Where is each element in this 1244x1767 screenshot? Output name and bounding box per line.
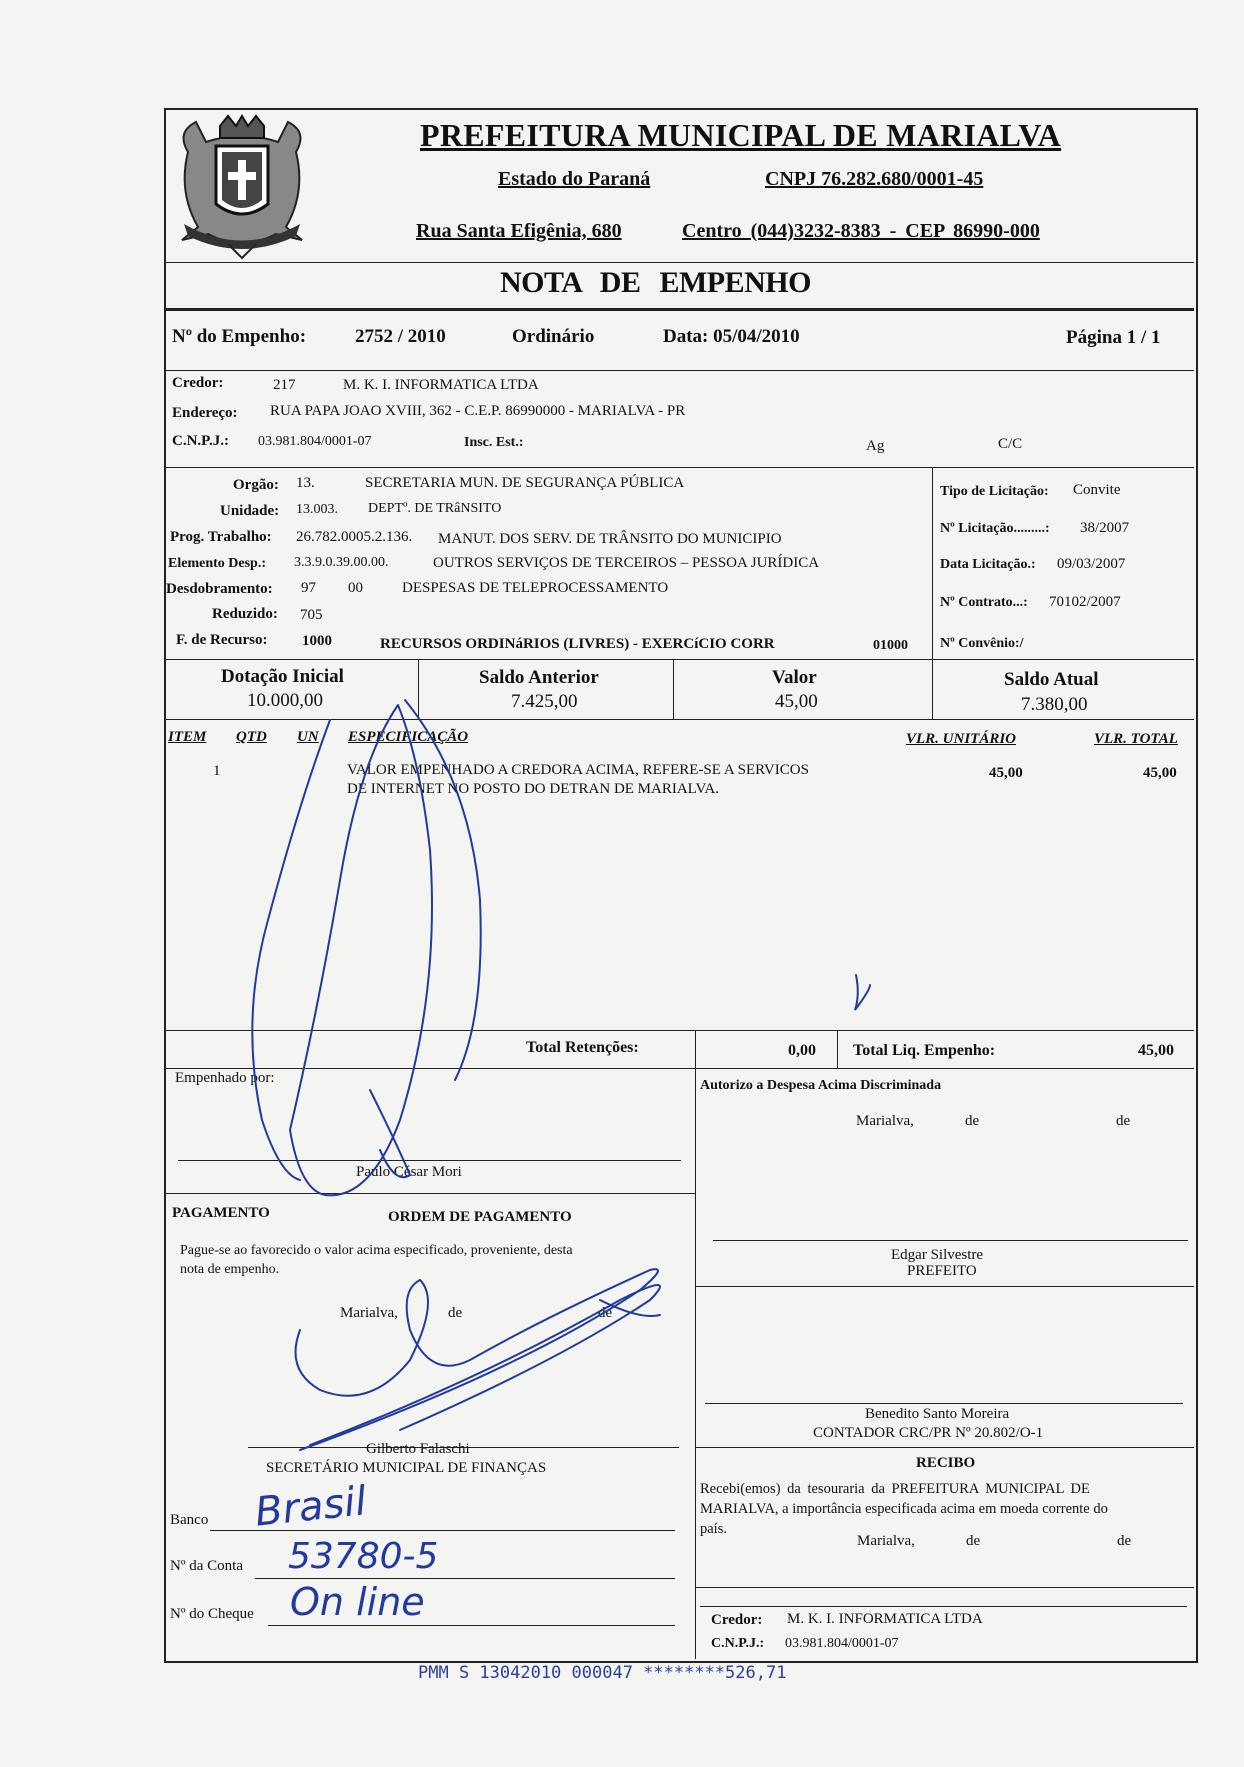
reduzido-label: Reduzido: bbox=[212, 606, 278, 622]
recibo-de-2: de bbox=[1117, 1533, 1132, 1549]
saldo-atual-value: 7.380,00 bbox=[1021, 694, 1088, 715]
total-retencoes-label: Total Retenções: bbox=[526, 1039, 639, 1056]
valor-value: 45,00 bbox=[775, 691, 818, 712]
recibo-city: Marialva, bbox=[857, 1533, 915, 1549]
saldo-atual-label: Saldo Atual bbox=[1004, 669, 1099, 690]
valor-label: Valor bbox=[772, 667, 817, 688]
endereco-label: Endereço: bbox=[172, 405, 238, 421]
table-row-item: 1 bbox=[213, 763, 221, 779]
orgao-label: Orgão: bbox=[233, 477, 279, 493]
divider bbox=[695, 1587, 1194, 1588]
total-liq-value: 45,00 bbox=[1138, 1042, 1174, 1059]
banco-label: Banco bbox=[170, 1512, 209, 1528]
recibo-text-2: MARIALVA, a importância especificada acima em moeda corrente do bbox=[700, 1501, 1108, 1517]
dotacao-value: 10.000,00 bbox=[247, 690, 323, 711]
credor-code: 217 bbox=[273, 377, 296, 393]
data-licitacao: 09/03/2007 bbox=[1057, 556, 1126, 572]
pagamento-de-1: de bbox=[448, 1305, 463, 1321]
prog-trabalho-code: 26.782.0005.2.136. bbox=[296, 529, 413, 545]
recibo-title: RECIBO bbox=[916, 1455, 976, 1471]
divider bbox=[695, 1286, 1194, 1287]
elemento-code: 3.3.9.0.39.00.00. bbox=[294, 555, 389, 570]
recurso-code: 1000 bbox=[302, 633, 332, 649]
credor-cnpj: 03.981.804/0001-07 bbox=[258, 434, 372, 449]
col-vlr-unitario: VLR. UNITÁRIO bbox=[906, 731, 1017, 747]
dotacao-label: Dotação Inicial bbox=[221, 666, 344, 687]
empenho-number-label: Nº do Empenho: bbox=[172, 326, 307, 347]
page-title: PREFEITURA MUNICIPAL DE MARIALVA bbox=[420, 117, 1062, 153]
cheque-label: Nº do Cheque bbox=[170, 1606, 254, 1622]
pagamento-de-2: de bbox=[598, 1305, 613, 1321]
contador-title: CONTADOR CRC/PR Nº 20.802/O-1 bbox=[813, 1425, 1044, 1441]
contrato-label: Nº Contrato...: bbox=[940, 595, 1028, 610]
document-title: NOTA DE EMPENHO bbox=[500, 266, 811, 299]
recurso-name: RECURSOS ORDINáRIOS (LIVRES) - EXERCíCIO CORR bbox=[380, 636, 775, 652]
desdobramento-label: Desdobramento: bbox=[166, 581, 273, 597]
page-number: Página 1 / 1 bbox=[1066, 327, 1161, 348]
empenhado-name: Paulo César Mori bbox=[356, 1164, 462, 1180]
coat-of-arms-logo bbox=[168, 112, 316, 260]
divider bbox=[673, 659, 674, 719]
ag-label: Ag bbox=[866, 438, 885, 454]
empenho-date: Data: 05/04/2010 bbox=[663, 326, 800, 347]
empenhado-por-label: Empenhado por: bbox=[175, 1070, 275, 1086]
unidade-name: DEPTº. DE TRâNSITO bbox=[368, 501, 502, 516]
col-qtd: QTD bbox=[236, 729, 267, 745]
divider bbox=[164, 262, 1194, 263]
data-licitacao-label: Data Licitação.: bbox=[940, 557, 1036, 572]
table-row-line1: VALOR EMPENHADO A CREDORA ACIMA, REFERE-SE A SERVICOS bbox=[347, 762, 809, 778]
unidade-code: 13.003. bbox=[296, 502, 338, 517]
orgao-code: 13. bbox=[296, 475, 315, 491]
recibo-text-1: Recebi(emos) da tesouraria da PREFEITURA MUNICIPAL DE bbox=[700, 1481, 1090, 1497]
signature-line bbox=[700, 1606, 1187, 1607]
recibo-credor-name: M. K. I. INFORMATICA LTDA bbox=[787, 1611, 983, 1627]
pague-text-1: Pague-se ao favorecido o valor acima especificado, proveniente, desta bbox=[180, 1243, 573, 1258]
autorizo-de-1: de bbox=[965, 1113, 980, 1129]
divider bbox=[164, 467, 1194, 468]
autorizo-text: Autorizo a Despesa Acima Discriminada bbox=[700, 1078, 942, 1093]
desdobramento-name: DESPESAS DE TELEPROCESSAMENTO bbox=[402, 580, 669, 596]
divider bbox=[164, 1030, 1194, 1031]
recibo-de-1: de bbox=[966, 1533, 981, 1549]
table-row-line2: DE INTERNET NO POSTO DO DETRAN DE MARIALVA. bbox=[347, 781, 719, 797]
tipo-licitacao: Convite bbox=[1073, 482, 1121, 498]
pagamento-city: Marialva, bbox=[340, 1305, 398, 1321]
header-contact: Centro (044)3232-8383 - CEP 86990-000 bbox=[682, 220, 1040, 242]
conta-line bbox=[255, 1578, 675, 1579]
credor-label: Credor: bbox=[172, 375, 224, 391]
empenho-number: 2752 / 2010 bbox=[355, 326, 446, 347]
autorizo-de-2: de bbox=[1116, 1113, 1131, 1129]
divider bbox=[164, 1068, 1194, 1069]
divider bbox=[164, 719, 1194, 720]
ordem-pagamento-title: ORDEM DE PAGAMENTO bbox=[388, 1209, 572, 1225]
recurso-label: F. de Recurso: bbox=[176, 632, 268, 648]
table-row-unit: 45,00 bbox=[989, 765, 1023, 781]
num-licitacao: 38/2007 bbox=[1080, 520, 1130, 536]
saldo-anterior-label: Saldo Anterior bbox=[479, 667, 599, 688]
cheque-line bbox=[268, 1625, 675, 1626]
col-un: UN bbox=[297, 729, 319, 745]
desdobramento-code: 97 bbox=[301, 580, 316, 596]
elemento-label: Elemento Desp.: bbox=[168, 556, 266, 571]
cnpj-label: C.N.P.J.: bbox=[172, 433, 229, 449]
recurso-number: 01000 bbox=[873, 638, 908, 653]
tipo-licitacao-label: Tipo de Licitação: bbox=[940, 484, 1049, 499]
recibo-text-3: país. bbox=[700, 1521, 727, 1537]
header-address: Rua Santa Efigênia, 680 bbox=[416, 220, 622, 242]
pague-text-2: nota de empenho. bbox=[180, 1262, 280, 1277]
signature-line bbox=[713, 1240, 1188, 1241]
signature-line bbox=[178, 1160, 681, 1161]
cc-label: C/C bbox=[998, 436, 1023, 452]
state-label: Estado do Paraná bbox=[498, 168, 651, 190]
prefeito-title: PREFEITO bbox=[907, 1263, 977, 1279]
pagamento-title: PAGAMENTO bbox=[172, 1205, 270, 1221]
autorizo-city: Marialva, bbox=[856, 1113, 914, 1129]
payment-stamp: PMM S 13042010 000047 ********526,71 bbox=[418, 1663, 787, 1683]
reduzido-value: 705 bbox=[300, 607, 323, 623]
divider bbox=[932, 467, 933, 719]
credor-name: M. K. I. INFORMATICA LTDA bbox=[343, 377, 539, 393]
divider bbox=[418, 659, 419, 719]
unidade-label: Unidade: bbox=[220, 503, 280, 519]
prog-trabalho-name: MANUT. DOS SERV. DE TRÂNSITO DO MUNICIPIO bbox=[438, 531, 782, 547]
total-liq-label: Total Liq. Empenho: bbox=[853, 1042, 996, 1059]
credor-endereco: RUA PAPA JOAO XVIII, 362 - C.E.P. 86990000 - MARIALVA - PR bbox=[270, 403, 686, 419]
prog-trabalho-label: Prog. Trabalho: bbox=[170, 529, 272, 545]
divider bbox=[695, 1447, 1194, 1448]
col-vlr-total: VLR. TOTAL bbox=[1094, 731, 1178, 747]
total-retencoes-value: 0,00 bbox=[788, 1042, 816, 1059]
conta-value: 53780-5 bbox=[288, 1536, 439, 1577]
recibo-cnpj-label: C.N.P.J.: bbox=[711, 1636, 765, 1651]
secretario-name: Gilberto Falaschi bbox=[366, 1441, 470, 1457]
desdobramento-sub: 00 bbox=[348, 580, 363, 596]
contrato-number: 70102/2007 bbox=[1049, 594, 1121, 610]
num-licitacao-label: Nº Licitação.........: bbox=[940, 521, 1050, 536]
divider bbox=[164, 1193, 695, 1194]
signature-line bbox=[705, 1403, 1183, 1404]
divider bbox=[164, 659, 1194, 660]
convenio-label: Nº Convênio:/ bbox=[940, 636, 1024, 651]
table-row-total: 45,00 bbox=[1143, 765, 1177, 781]
divider bbox=[164, 308, 1194, 311]
divider bbox=[695, 1030, 696, 1068]
insc-est-label: Insc. Est.: bbox=[464, 435, 524, 450]
recibo-cnpj: 03.981.804/0001-07 bbox=[785, 1636, 899, 1651]
elemento-name: OUTROS SERVIÇOS DE TERCEIROS – PESSOA JURÍDICA bbox=[433, 555, 820, 571]
empenho-type: Ordinário bbox=[512, 326, 595, 347]
divider bbox=[837, 1030, 838, 1068]
prefeito-name: Edgar Silvestre bbox=[891, 1247, 984, 1263]
contador-name: Benedito Santo Moreira bbox=[865, 1406, 1010, 1422]
conta-label: Nº da Conta bbox=[170, 1558, 243, 1574]
orgao-name: SECRETARIA MUN. DE SEGURANÇA PÚBLICA bbox=[365, 475, 685, 491]
divider bbox=[164, 370, 1194, 371]
banco-value: Brasil bbox=[252, 1478, 369, 1536]
col-item: ITEM bbox=[168, 729, 207, 745]
col-especificacao: ESPECIFICAÇÃO bbox=[348, 729, 469, 745]
saldo-anterior-value: 7.425,00 bbox=[511, 691, 578, 712]
divider bbox=[695, 1068, 696, 1659]
recibo-credor-label: Credor: bbox=[711, 1612, 763, 1628]
cheque-value: On line bbox=[290, 1580, 425, 1624]
secretario-title: SECRETÁRIO MUNICIPAL DE FINANÇAS bbox=[266, 1460, 547, 1476]
header-cnpj: CNPJ 76.282.680/0001-45 bbox=[765, 168, 984, 190]
